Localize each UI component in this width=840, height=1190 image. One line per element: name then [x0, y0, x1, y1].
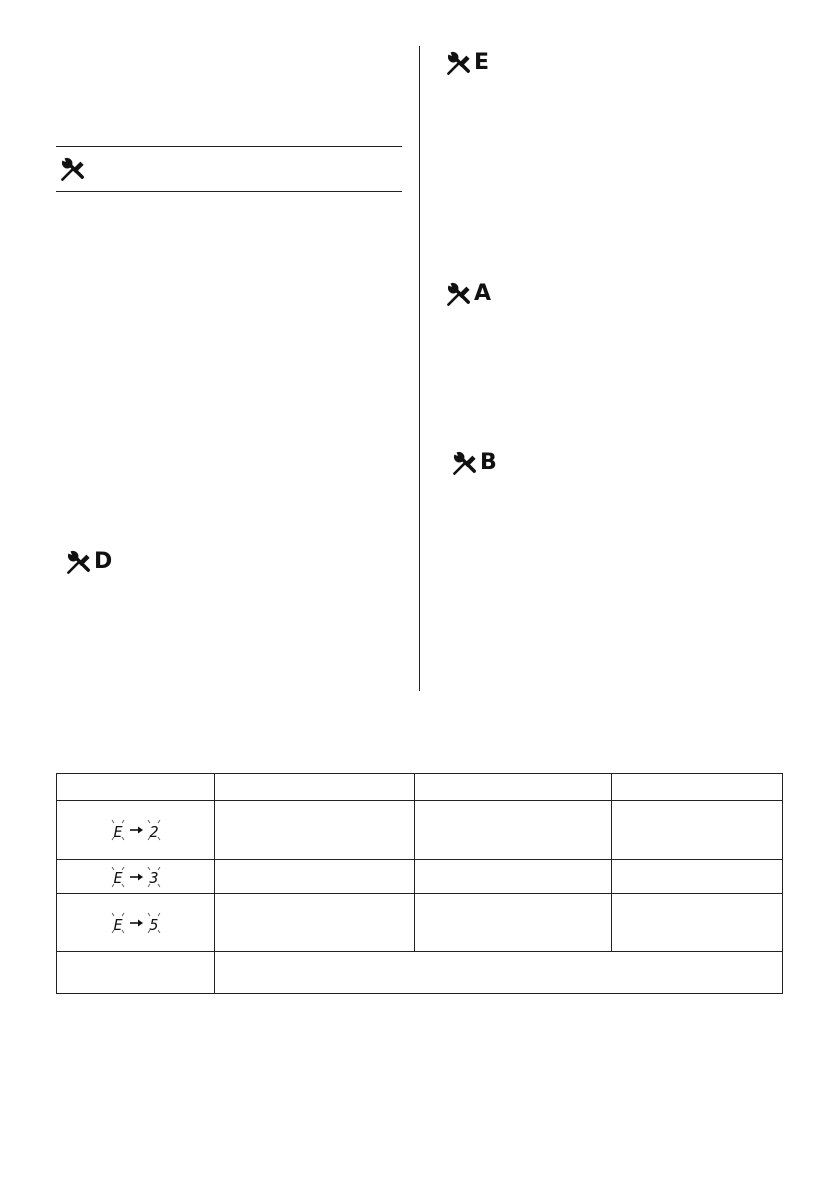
error-code-right: 3: [148, 868, 159, 887]
table-row: [57, 801, 783, 860]
tool-item-e: [446, 50, 506, 76]
error-code-right: 2: [148, 823, 159, 841]
table-cell: [612, 894, 783, 952]
table-cell: [215, 894, 415, 952]
table-header-cell: [612, 774, 783, 801]
tool-item-letter: D: [94, 549, 113, 574]
table-cell: [415, 860, 612, 894]
heading-rule-top: [56, 146, 402, 147]
error-code-display: [106, 814, 166, 846]
wrench-screwdriver-icon: [446, 50, 472, 76]
tool-item-a: [446, 281, 506, 307]
error-code-left: E: [112, 823, 123, 841]
wrench-screwdriver-icon: [452, 450, 478, 476]
table-merged-cell: [215, 952, 783, 994]
table-row: [57, 952, 783, 994]
error-code-cell: [57, 860, 215, 894]
table-cell: [415, 801, 612, 860]
error-code-left: E: [112, 868, 123, 887]
error-code-left: E: [112, 915, 123, 934]
table-header-row: [57, 774, 783, 801]
error-code-cell: [57, 801, 215, 860]
column-divider: [419, 46, 420, 691]
table-header-cell: [57, 774, 215, 801]
table-header-cell: [215, 774, 415, 801]
table-cell: [612, 860, 783, 894]
tool-item-d: [66, 549, 126, 575]
table-cell: [57, 952, 215, 994]
error-code-right: 5: [148, 915, 159, 934]
error-code-cell: [57, 894, 215, 952]
table-cell: [215, 860, 415, 894]
tool-item-letter: E: [474, 50, 490, 75]
tool-item-letter: B: [480, 450, 497, 475]
table-cell: [612, 801, 783, 860]
table-row: [57, 860, 783, 894]
wrench-screwdriver-icon: [60, 156, 86, 182]
error-code-display: [106, 907, 166, 939]
tool-item-letter: A: [474, 281, 492, 306]
error-code-table: [56, 773, 783, 994]
table-header-cell: [415, 774, 612, 801]
heading-rule-bottom: [56, 191, 402, 192]
wrench-screwdriver-icon: [446, 281, 472, 307]
wrench-screwdriver-icon: [66, 549, 92, 575]
table-row: [57, 894, 783, 952]
tool-item-b: [452, 450, 512, 476]
error-code-display: [106, 863, 166, 891]
table-cell: [415, 894, 612, 952]
table-cell: [215, 801, 415, 860]
